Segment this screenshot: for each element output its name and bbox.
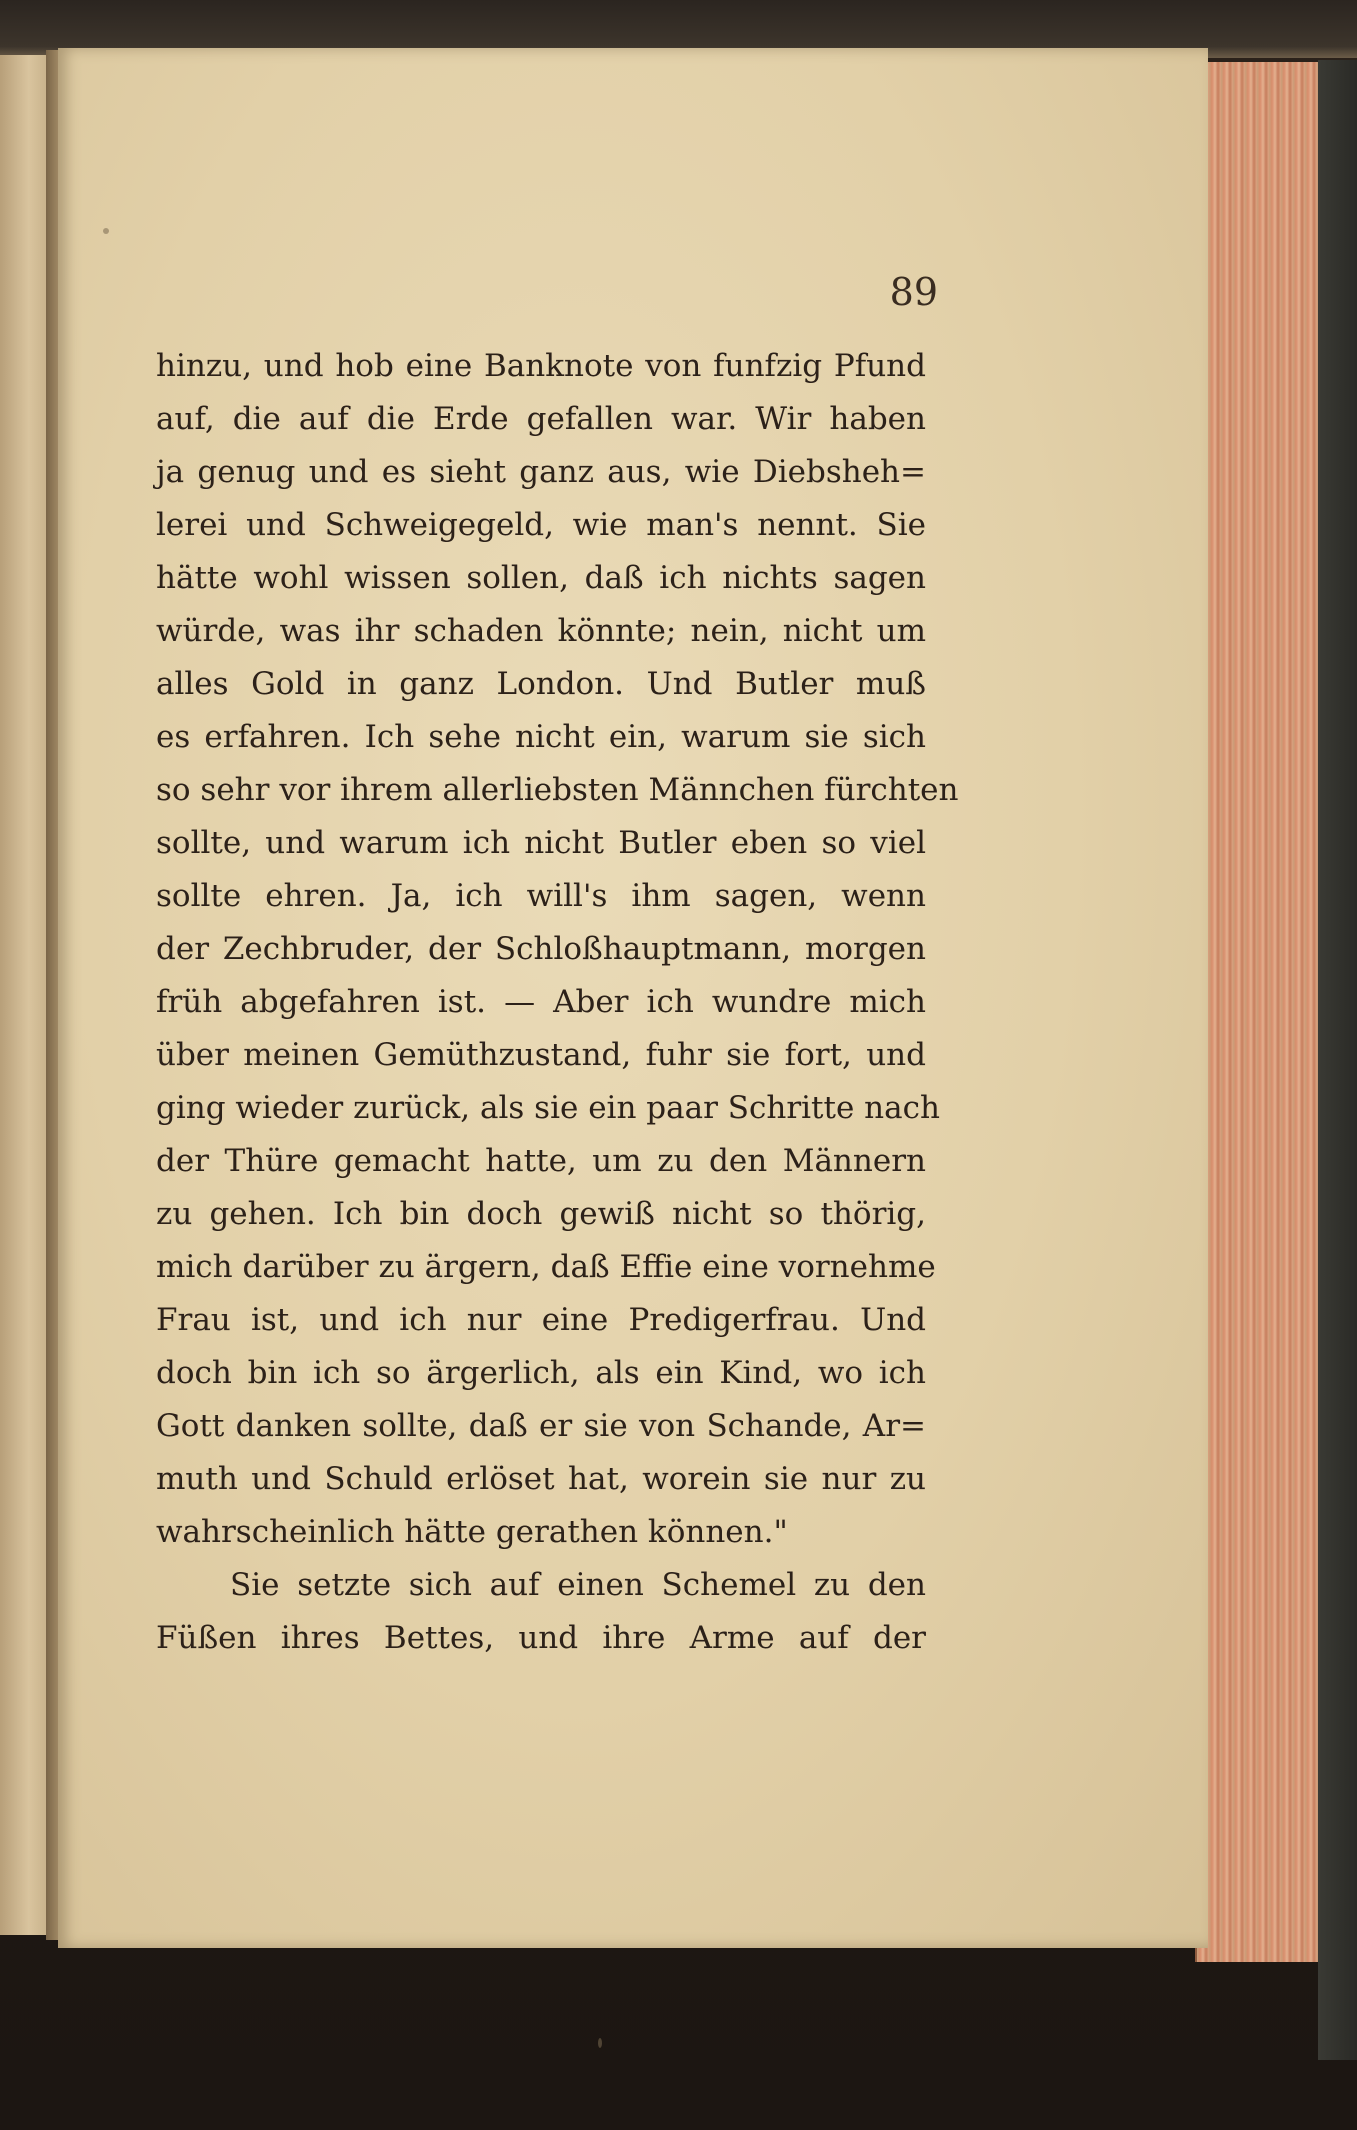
paper-spot xyxy=(598,2038,602,2048)
text-line: alles Gold in ganz London. Und Butler muß xyxy=(156,666,926,702)
text-line: hätte wohl wissen sollen, daß ich nichts sagen xyxy=(156,560,926,596)
text-line: sollte ehren. Ja, ich will's ihm sagen, wenn xyxy=(156,878,926,914)
text-line: ja genug und es sieht ganz aus, wie Diebsheh= xyxy=(156,454,926,490)
text-line: der Thüre gemacht hatte, um zu den Männern xyxy=(156,1143,926,1179)
text-line: sollte, und warum ich nicht Butler eben so viel xyxy=(156,825,926,861)
text-line: wahrscheinlich hätte gerathen können." xyxy=(156,1514,788,1550)
text-line: früh abgefahren ist. — Aber ich wundre mich xyxy=(156,984,926,1020)
book-cover-right xyxy=(1318,60,1357,2060)
text-line: doch bin ich so ärgerlich, als ein Kind, wo ich xyxy=(156,1355,926,1391)
paper-spot xyxy=(103,228,109,234)
text-line: auf, die auf die Erde gefallen war. Wir haben xyxy=(156,401,926,437)
text-line: mich darüber zu ärgern, daß Effie eine vornehme xyxy=(156,1249,936,1285)
text-line: Füßen ihres Bettes, und ihre Arme auf der xyxy=(156,1620,926,1656)
text-line: hinzu, und hob eine Banknote von funfzig Pfund xyxy=(156,348,926,384)
text-line: ging wieder zurück, als sie ein paar Schritte nach xyxy=(156,1090,940,1126)
text-line-paragraph-start: Sie setzte sich auf einen Schemel zu den xyxy=(230,1567,926,1603)
text-line: muth und Schuld erlöset hat, worein sie nur zu xyxy=(156,1461,926,1497)
text-line: zu gehen. Ich bin doch gewiß nicht so thörig, xyxy=(156,1196,926,1232)
facing-page-edge xyxy=(0,55,49,1935)
text-line: so sehr vor ihrem allerliebsten Männchen fürchten xyxy=(156,772,959,808)
text-line: über meinen Gemüthzustand, fuhr sie fort, und xyxy=(156,1037,926,1073)
body-text xyxy=(156,340,959,1665)
text-line: lerei und Schweigegeld, wie man's nennt. Sie xyxy=(156,507,926,543)
page-number: 89 xyxy=(889,270,938,314)
text-line: Frau ist, und ich nur eine Predigerfrau. Und xyxy=(156,1302,926,1338)
page-edges-stack xyxy=(1195,62,1322,1962)
text-line: würde, was ihr schaden könnte; nein, nicht um xyxy=(156,613,926,649)
text-line: Gott danken sollte, daß er sie von Schande, Ar= xyxy=(156,1408,926,1444)
text-line: es erfahren. Ich sehe nicht ein, warum sie sich xyxy=(156,719,926,755)
text-line: der Zechbruder, der Schloßhauptmann, morgen xyxy=(156,931,926,967)
